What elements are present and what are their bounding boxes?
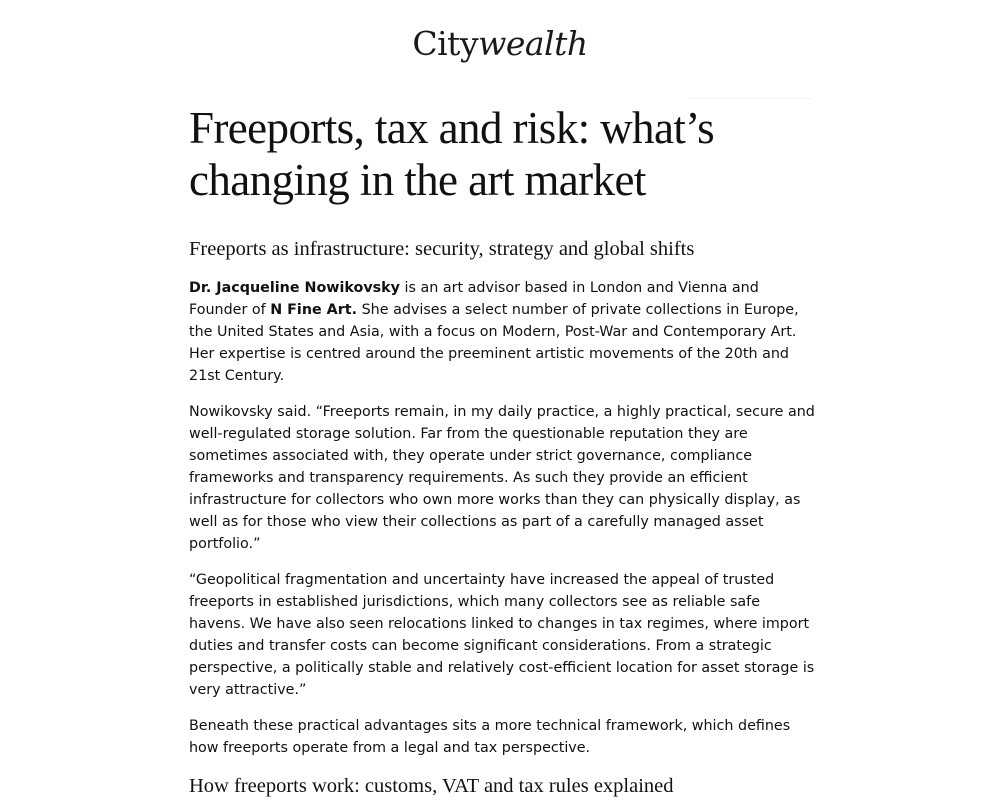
site-logo[interactable] xyxy=(0,22,1000,66)
quote-paragraph-2: “Geopolitical fragmentation and uncertainty have increased the appeal of trusted freeports in established jurisdictions, which many collectors see as reliable safe havens. We have also seen relocations linked to changes in tax regimes, where import duties and transfer costs can become significant considerations. From a strategic perspective, a politically stable and relatively cost-efficient location for asset storage is very attractive.” xyxy=(189,572,815,698)
article-body xyxy=(189,98,819,800)
section-heading-how-freeports-work: How freeports work: customs, VAT and tax rules explained xyxy=(189,775,674,797)
section-heading-freeports-infrastructure: Freeports as infrastructure: security, strategy and global shifts xyxy=(189,238,695,260)
intro-text-2: She advises a select number of private collections in Europe, the United States and Asia, with a focus on Modern, Post-War and Contemporary Art. Her expertise is centred around the preeminent artistic movements of the 20th and 21st Century. xyxy=(189,302,799,384)
company-name: N Fine Art. xyxy=(270,302,358,318)
author-name: Dr. Jacqueline Nowikovsky xyxy=(189,280,400,296)
logo-text-regular: City xyxy=(412,24,479,63)
quote-paragraph-1: Nowikovsky said. “Freeports remain, in my daily practice, a highly practical, secure and well-regulated storage solution. Far from the questionable reputation they are sometimes associated with, they operate under strict governance, compliance frameworks and transparency requirements. As such they provide an efficient infrastructure for collectors who own more works than they can physically display, as well as for those who view their collections as part of a carefully managed asset portfolio.” xyxy=(189,404,815,552)
logo-text-italic: wealth xyxy=(478,24,588,63)
intro-text-1: is an art advisor based in London and Vienna and Founder of xyxy=(189,280,759,318)
article-headline: Freeports, tax and risk: what’s changing in the art market xyxy=(189,103,715,205)
framework-paragraph: Beneath these practical advantages sits a more technical framework, which defines how freeports operate from a legal and tax perspective. xyxy=(189,718,791,756)
intro-paragraph xyxy=(189,277,819,387)
